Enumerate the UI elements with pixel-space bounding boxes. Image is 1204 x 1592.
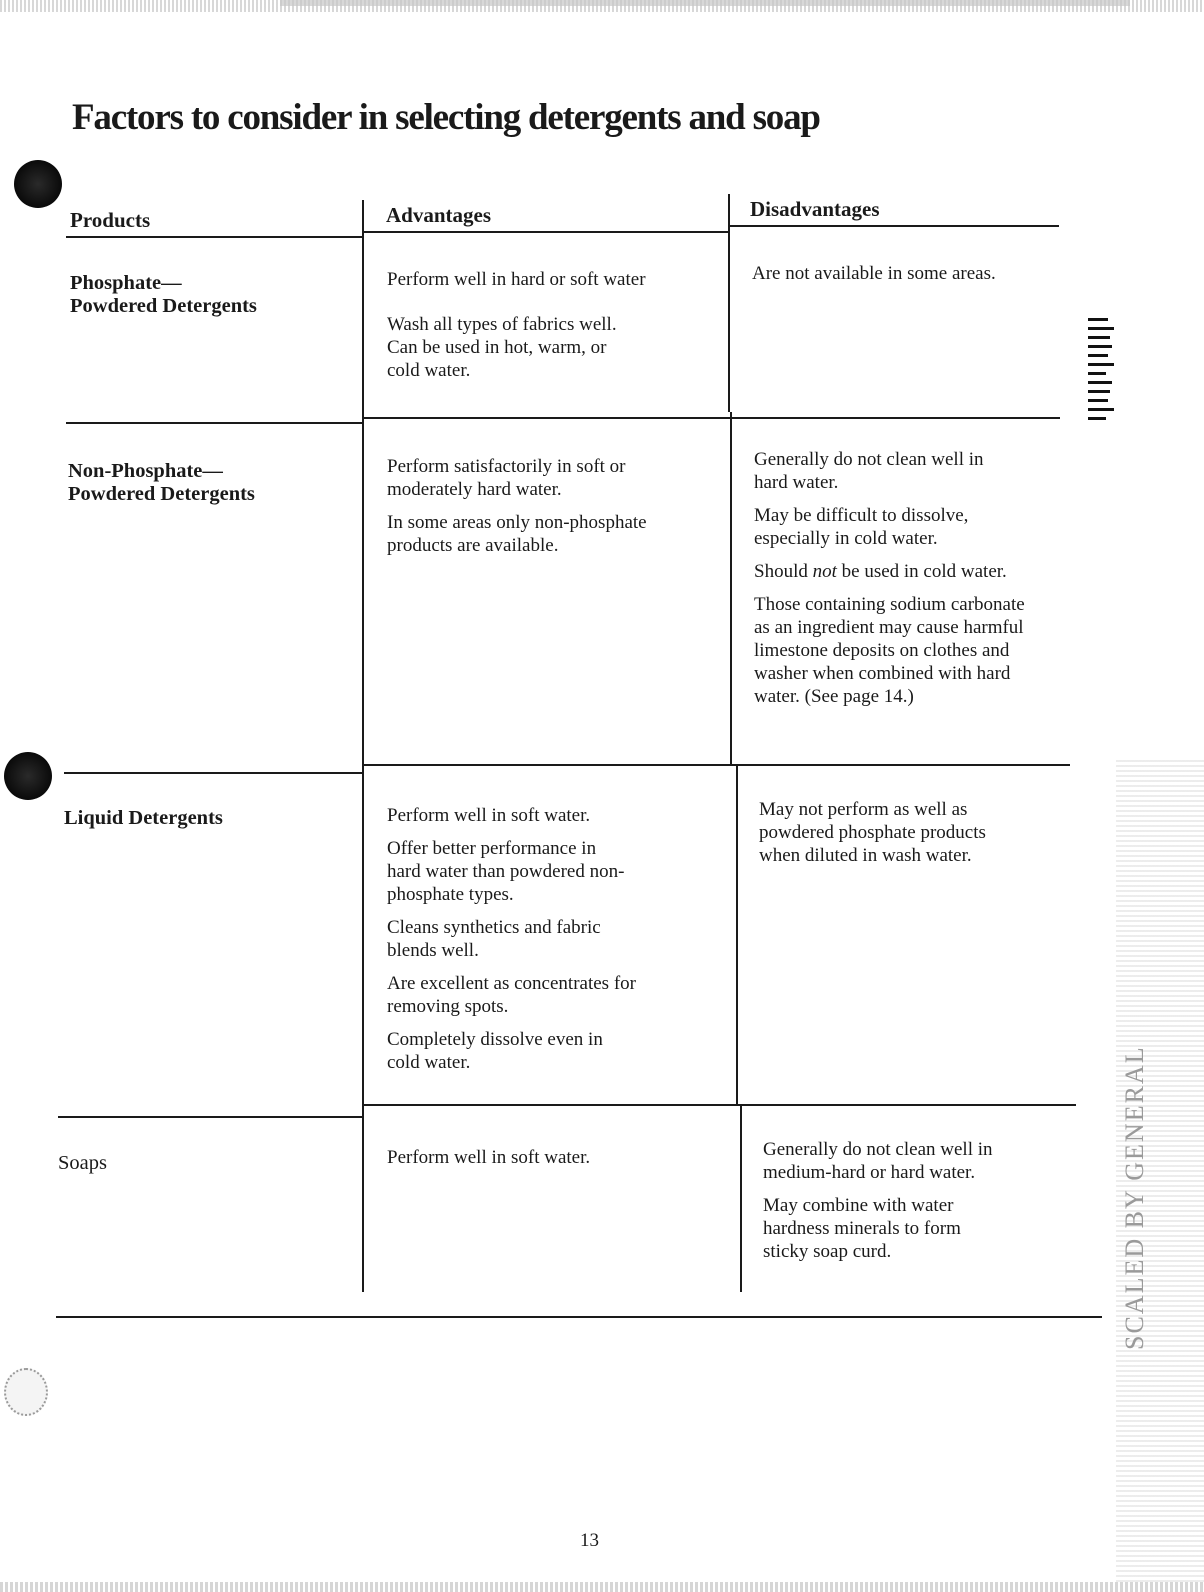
- product-soaps: Soaps: [58, 1152, 107, 1174]
- row-rule-3b: [364, 1104, 1076, 1106]
- advantages-non-phosphate: Perform satisfactorily in soft or moderately hard water. In some areas only non-phosphate products are available.: [387, 456, 647, 556]
- column-divider-2c: [736, 764, 738, 1104]
- edge-marks: [1088, 318, 1128, 446]
- page-title: Factors to consider in selecting detergents and soap: [72, 97, 820, 138]
- disadvantages-liquid: May not perform as well as powdered phosphate products when diluted in wash water.: [759, 799, 986, 866]
- table-bottom-rule: [56, 1316, 1102, 1318]
- binder-hole-bottom: [4, 1368, 48, 1416]
- advantages-phosphate: Perform well in hard or soft water Wash all types of fabrics well. Can be used in hot, warm, or cold water.: [387, 269, 646, 381]
- header-disadvantages: Disadvantages: [750, 197, 880, 221]
- column-divider-1: [362, 200, 364, 1292]
- disadvantages-phosphate: Are not available in some areas.: [752, 263, 996, 284]
- column-divider-2d: [740, 1104, 742, 1292]
- product-phosphate-powdered: Phosphate— Powdered Detergents: [70, 272, 257, 317]
- disadvantages-non-phosphate: Generally do not clean well in hard water. May be difficult to dissolve, especially in cold water. Should not be used in cold water. Those containing sodium carbonate as an ingredient may cause harmful limestone deposits on clothes and washer when combined with hard water. (See page 14.): [754, 449, 1025, 707]
- row-rule-2a: [64, 772, 362, 774]
- scan-noise-bottom: [0, 1582, 1204, 1592]
- header-rule-disadvantages: [729, 225, 1059, 227]
- advantages-soaps: Perform well in soft water.: [387, 1147, 591, 1168]
- product-liquid-detergents: Liquid Detergents: [64, 807, 223, 829]
- disadvantages-soaps: Generally do not clean well in medium-hard or hard water. May combine with water hardness minerals to form sticky soap curd.: [763, 1139, 993, 1262]
- product-non-phosphate-powdered: Non-Phosphate— Powdered Detergents: [68, 460, 255, 505]
- column-divider-2a: [728, 194, 730, 412]
- header-rule-advantages: [363, 231, 729, 233]
- side-margin-text: SCALED BY GENERAL: [1120, 1045, 1149, 1350]
- scan-noise-top-band: [280, 0, 1130, 6]
- advantages-liquid: Perform well in soft water. Offer better performance in hard water than powdered non-phosphate types. Cleans synthetics and fabric blends well. Are excellent as concentrates for removing spots. Completely dissolve even in cold water.: [387, 805, 636, 1073]
- row-rule-2b: [364, 764, 1070, 766]
- row-rule-1a: [66, 422, 362, 424]
- page-number: 13: [580, 1530, 599, 1551]
- header-products: Products: [70, 208, 151, 232]
- header-rule-products: [66, 236, 363, 238]
- row-rule-1b: [364, 417, 1060, 419]
- binder-hole-middle: [4, 752, 52, 800]
- header-advantages: Advantages: [386, 203, 492, 227]
- column-divider-2b: [730, 412, 732, 764]
- binder-hole-top: [14, 160, 62, 208]
- row-rule-3a: [58, 1116, 362, 1118]
